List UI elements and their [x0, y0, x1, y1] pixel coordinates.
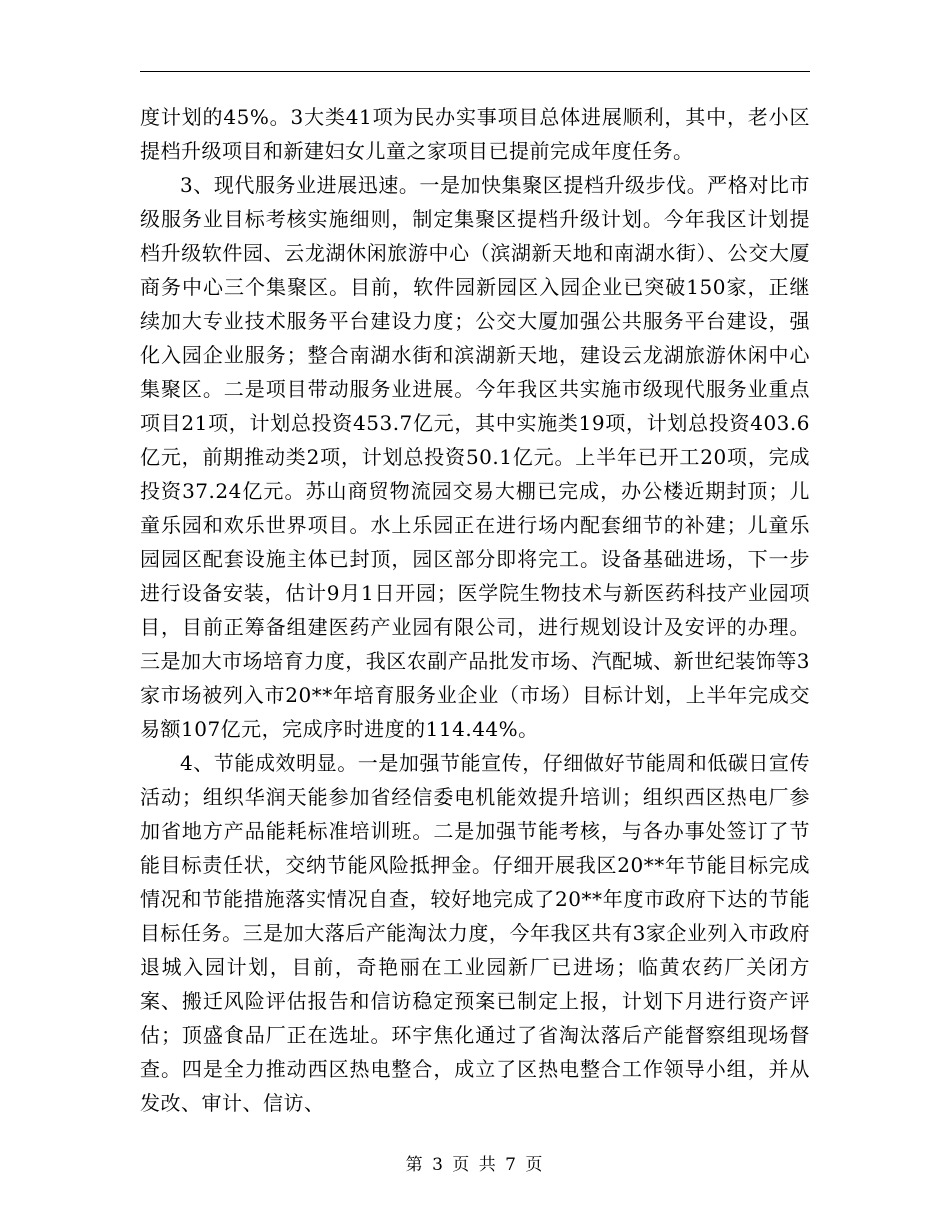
- page-number: 第 3 页 共 7 页: [405, 1155, 545, 1175]
- document-body: [140, 100, 810, 1120]
- header-rule: [140, 71, 810, 72]
- paragraph-2: 3、现代服务业进展迅速。一是加快集聚区提档升级步伐。严格对比市级服务业目标考核实施细则，制定集聚区提档升级计划。今年我区计划提档升级软件园、云龙湖休闲旅游中心（滨湖新天地和南湖水街）、公交大厦商务中心三个集聚区。目前，软件园新园区入园企业已突破150家，正继续加大专业技术服务平台建设力度；公交大厦加强公共服务平台建设，强化入园企业服务；整合南湖水街和滨湖新天地，建设云龙湖旅游休闲中心集聚区。二是项目带动服务业进展。今年我区共实施市级现代服务业重点项目21项，计划总投资453.7亿元，其中实施类19项，计划总投资403.6亿元，前期推动类2项，计划总投资50.1亿元。上半年已开工20项，完成投资37.24亿元。苏山商贸物流园交易大棚已完成，办公楼近期封顶；儿童乐园和欢乐世界项目。水上乐园正在进行场内配套细节的补建；儿童乐园园区配套设施主体已封顶，园区部分即将完工。设备基础进场，下一步进行设备安装，估计9月1日开园；医学院生物技术与新医药科技产业园项目，目前正筹备组建医药产业园有限公司，进行规划设计及安评的办理。三是加大市场培育力度，我区农副产品批发市场、汽配城、新世纪装饰等3家市场被列入市20**年培育服务业企业（市场）目标计划，上半年完成交易额107亿元，完成序时进度的114.44%。: [140, 173, 810, 741]
- paragraph-1: 度计划的45%。3大类41项为民办实事项目总体进展顺利，其中，老小区提档升级项目和新建妇女儿童之家项目已提前完成年度任务。: [140, 105, 810, 163]
- paragraph-3: 4、节能成效明显。一是加强节能宣传，仔细做好节能周和低碳日宣传活动；组织华润天能参加省经信委电机能效提升培训；组织西区热电厂参加省地方产品能耗标准培训班。二是加强节能考核，与各办事处签订了节能目标责任状，交纳节能风险抵押金。仔细开展我区20**年节能目标完成情况和节能措施落实情况自查，较好地完成了20**年度市政府下达的节能目标任务。三是加大落后产能淘汰力度，今年我区共有3家企业列入市政府退城入园计划，目前，奇艳丽在工业园新厂已进场；临黄农药厂关闭方案、搬迁风险评估报告和信访稳定预案已制定上报，计划下月进行资产评估；顶盛食品厂正在选址。环宇焦化通过了省淘汰落后产能督察组现场督查。四是全力推动西区热电整合，成立了区热电整合工作领导小组，并从发改、审计、信访、: [140, 751, 810, 1115]
